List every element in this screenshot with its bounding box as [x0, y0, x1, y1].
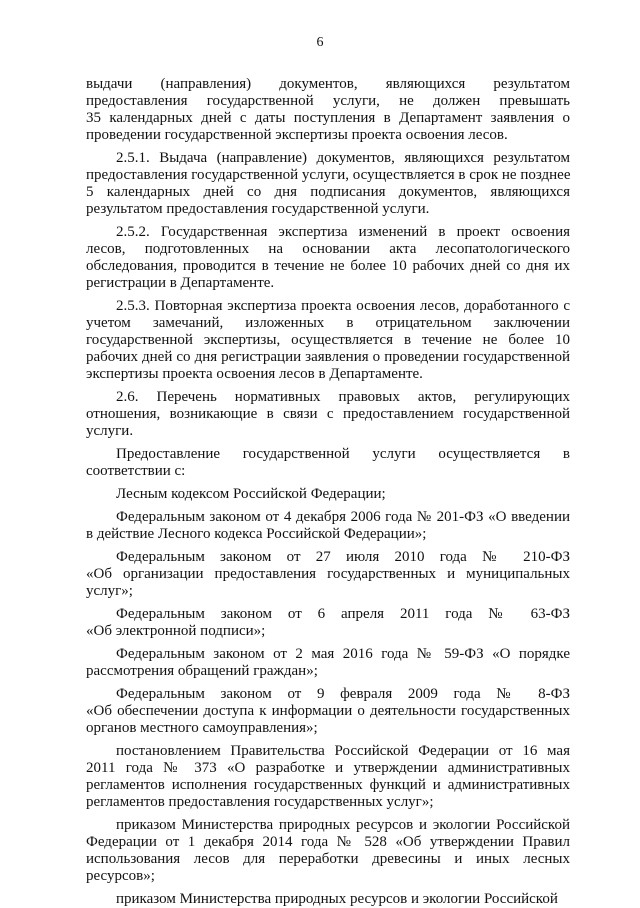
text-line: «Об обеспечении доступа к информации о деятельности государственных [86, 703, 570, 719]
text-line: экспертизы проекта освоения лесов в Департаменте. [86, 366, 423, 382]
paragraph [86, 298, 570, 383]
text-line: 2.6. Перечень нормативных правовых актов, регулирующих [116, 389, 570, 405]
text-line: регламентов предоставления государственных услуг»; [86, 794, 434, 810]
text-line: в действие Лесного кодекса Российской Федерации»; [86, 526, 427, 542]
text-line: Предоставление государственной услуги осуществляется в [116, 446, 570, 462]
text-line: 2.5.3. Повторная экспертиза проекта освоения лесов, доработанного с [116, 298, 570, 314]
text-line: приказом Министерства природных ресурсов и экологии Российской [116, 817, 570, 833]
text-line: предоставления государственной услуги, не должен превышать [86, 93, 570, 109]
text-line: предоставления государственной услуги, осуществляется в срок не позднее [86, 167, 571, 183]
text-line: «Об организации предоставления государственных и муниципальных [86, 566, 570, 582]
paragraph [86, 389, 570, 440]
paragraph [86, 549, 570, 600]
text-line: обследования, проводится в течение не более 10 рабочих дней со дня их [86, 258, 570, 274]
paragraph [86, 891, 570, 908]
text-line: услуг»; [86, 583, 133, 599]
text-line: 2011 года № 373 «О разработке и утверждении административных [86, 760, 570, 776]
text-line: 2.5.2. Государственная экспертиза изменений в проект освоения [116, 224, 570, 240]
paragraph [86, 486, 570, 503]
text-line: рассмотрения обращений граждан»; [86, 663, 318, 679]
document-body [86, 76, 570, 908]
paragraph [86, 686, 570, 737]
text-line: регистрации в Департаменте. [86, 275, 275, 291]
text-line: использования лесов для переработки древесины и иных лесных [86, 851, 570, 867]
text-line: Федеральным законом от 2 мая 2016 года № 59-ФЗ «О порядке [116, 646, 570, 662]
text-line: отношения, возникающие в связи с предоставлением государственной [86, 406, 570, 422]
text-line: Лесным кодексом Российской Федерации; [116, 486, 386, 502]
text-line: 35 календарных дней с даты поступления в Департамент заявления о [86, 110, 570, 126]
text-line: услуги. [86, 423, 134, 439]
text-line: приказом Министерства природных ресурсов и экологии Российской [116, 891, 558, 907]
text-line: Федерации от 1 декабря 2014 года № 528 «Об утверждении Правил [86, 834, 570, 850]
text-line: Федеральным законом от 6 апреля 2011 года № 63-ФЗ [116, 606, 570, 622]
page-number: 6 [316, 35, 324, 50]
paragraph [86, 150, 570, 218]
text-line: соответствии с: [86, 463, 186, 479]
text-line: рабочих дней со дня регистрации заявления о проведении государственной [86, 349, 570, 365]
paragraph [86, 446, 570, 480]
paragraph [86, 646, 570, 680]
text-line: «Об электронной подписи»; [86, 623, 266, 639]
text-line: Федеральным законом от 27 июля 2010 года № 210-ФЗ [116, 549, 570, 565]
paragraph [86, 743, 570, 811]
text-line: Федеральным законом от 4 декабря 2006 года № 201-ФЗ «О введении [116, 509, 570, 525]
text-line: Федеральным законом от 9 февраля 2009 года № 8-ФЗ [116, 686, 570, 702]
text-line: ресурсов»; [86, 868, 155, 884]
paragraph [86, 606, 570, 640]
text-line: проведении государственной экспертизы проекта освоения лесов. [86, 127, 508, 143]
paragraph [86, 224, 570, 292]
text-line: результатом предоставления государственной услуги. [86, 201, 430, 217]
paragraph [86, 509, 570, 543]
text-line: регламентов исполнения государственных функций и административных [86, 777, 570, 793]
text-line: лесов, подготовленных на основании акта лесопатологического [86, 241, 570, 257]
text-line: 5 календарных дней со дня подписания документов, являющихся [86, 184, 570, 200]
text-line: учетом замечаний, изложенных в отрицательном заключении [86, 315, 570, 331]
text-line: 2.5.1. Выдача (направление) документов, являющихся результатом [116, 150, 570, 166]
paragraph [86, 817, 570, 885]
text-line: органов местного самоуправления»; [86, 720, 318, 736]
paragraph [86, 76, 570, 144]
text-line: выдачи (направления) документов, являющихся результатом [86, 76, 570, 92]
text-line: постановлением Правительства Российской Федерации от 16 мая [116, 743, 570, 759]
text-line: государственной экспертизы, осуществляется в течение не более 10 [86, 332, 570, 348]
